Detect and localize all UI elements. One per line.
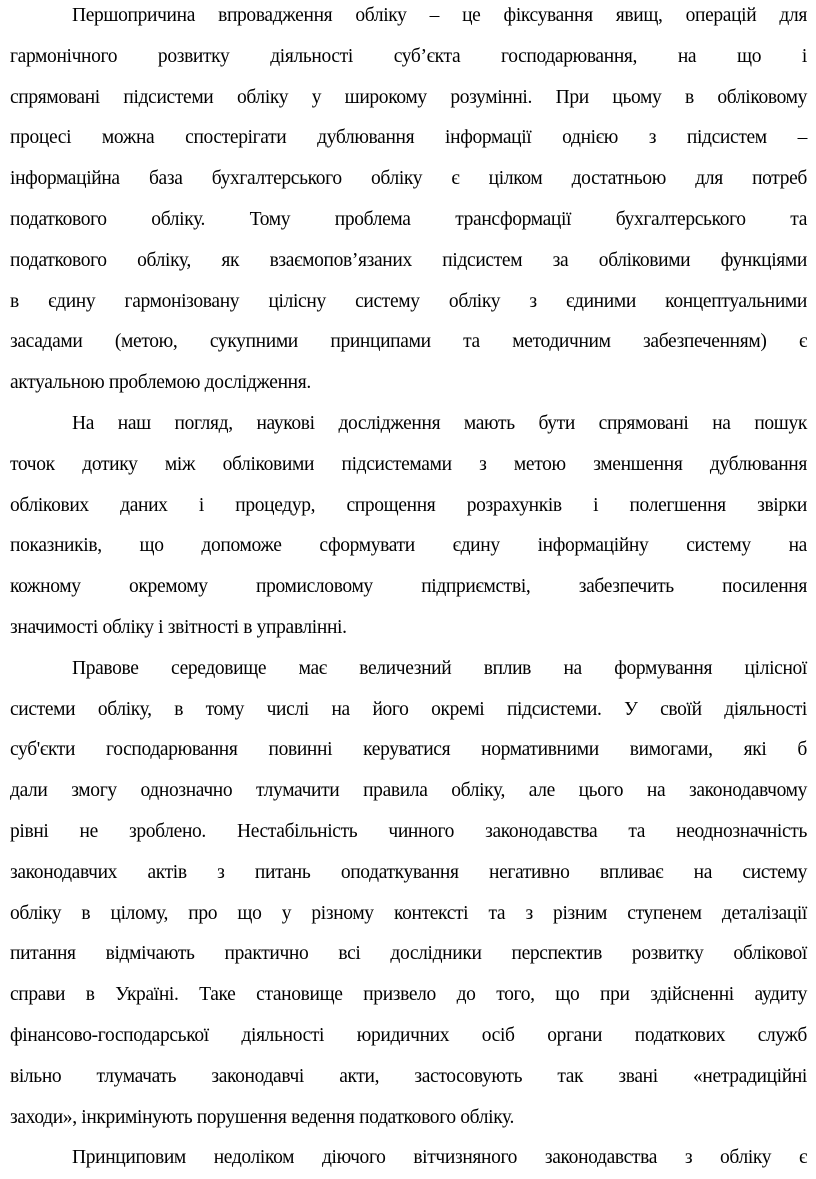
text-line: заходи», інкримінують порушення ведення податкового обліку.	[10, 1106, 515, 1128]
paragraph-4	[10, 1138, 807, 1179]
text-line: кожному окремому промисловому підприємстві, забезпечить посилення	[10, 576, 807, 598]
text-line: Першопричина впровадження обліку – це фіксування явищ, операцій для	[72, 5, 807, 26]
text-line: в єдину гармонізовану цілісну систему обліку з єдиними концептуальними	[10, 290, 807, 312]
text-line: податкового обліку. Тому проблема трансформації бухгалтерського та	[10, 208, 807, 230]
text-line: інформаційна база бухгалтерського обліку є цілком достатньою для потреб	[10, 168, 807, 190]
text-line: актуальною проблемою дослідження.	[10, 372, 311, 394]
text-line: рівні не зроблено. Нестабільність чинного законодавства та неоднозначність	[10, 820, 807, 842]
text-line: вільно тлумачать законодавчі акти, застосовують так звані «нетрадиційні	[10, 1065, 807, 1087]
text-line: дали змогу однозначно тлумачити правила обліку, але цього на законодавчому	[10, 780, 807, 802]
text-line: облікових даних і процедур, спрощення розрахунків і полегшення звірки	[10, 494, 807, 516]
document-page	[10, 0, 807, 1179]
text-line: фінансово-господарської діяльності юридичних осіб органи податкових служб	[10, 1024, 807, 1046]
text-line: законодавчих актів з питань оподаткування негативно впливає на систему	[10, 861, 807, 883]
text-line: Принциповим недоліком діючого вітчизняного законодавства з обліку є	[72, 1147, 807, 1169]
text-line: питання відмічають практично всі дослідники перспектив розвитку облікової	[10, 943, 807, 965]
text-line: обліку в цілому, про що у різному контексті та з різним ступенем деталізації	[10, 902, 807, 924]
text-line: Правове середовище має величезний вплив на формування цілісної	[72, 657, 807, 679]
text-line: точок дотику між обліковими підсистемами з метою зменшення дублювання	[10, 453, 807, 475]
text-line: податкового обліку, як взаємопов’язаних підсистем за обліковими функціями	[10, 249, 807, 271]
text-line: процесі можна спостерігати дублювання інформації однією з підсистем –	[10, 127, 807, 149]
text-line: гармонічного розвитку діяльності суб’єкта господарювання, на що і	[10, 45, 807, 67]
text-line: На наш погляд, наукові дослідження мають бути спрямовані на пошук	[72, 412, 807, 434]
paragraph-2	[10, 404, 807, 649]
text-line: показників, що допоможе сформувати єдину інформаційну систему на	[10, 535, 807, 557]
paragraph-1	[10, 0, 807, 404]
text-line: засадами (метою, сукупними принципами та методичним забезпеченням) є	[10, 331, 807, 353]
text-line: системи обліку, в тому числі на його окремі підсистеми. У своїй діяльності	[10, 698, 807, 720]
text-line: спрямовані підсистеми обліку у широкому розумінні. При цьому в обліковому	[10, 86, 807, 108]
text-line: значимості обліку і звітності в управлінні.	[10, 616, 347, 638]
text-line: справи в Україні. Таке становище призвело до того, що при здійсненні аудиту	[10, 984, 807, 1006]
text-line: суб'єкти господарювання повинні керуватися нормативними вимогами, які б	[10, 739, 807, 761]
paragraph-3	[10, 649, 807, 1139]
